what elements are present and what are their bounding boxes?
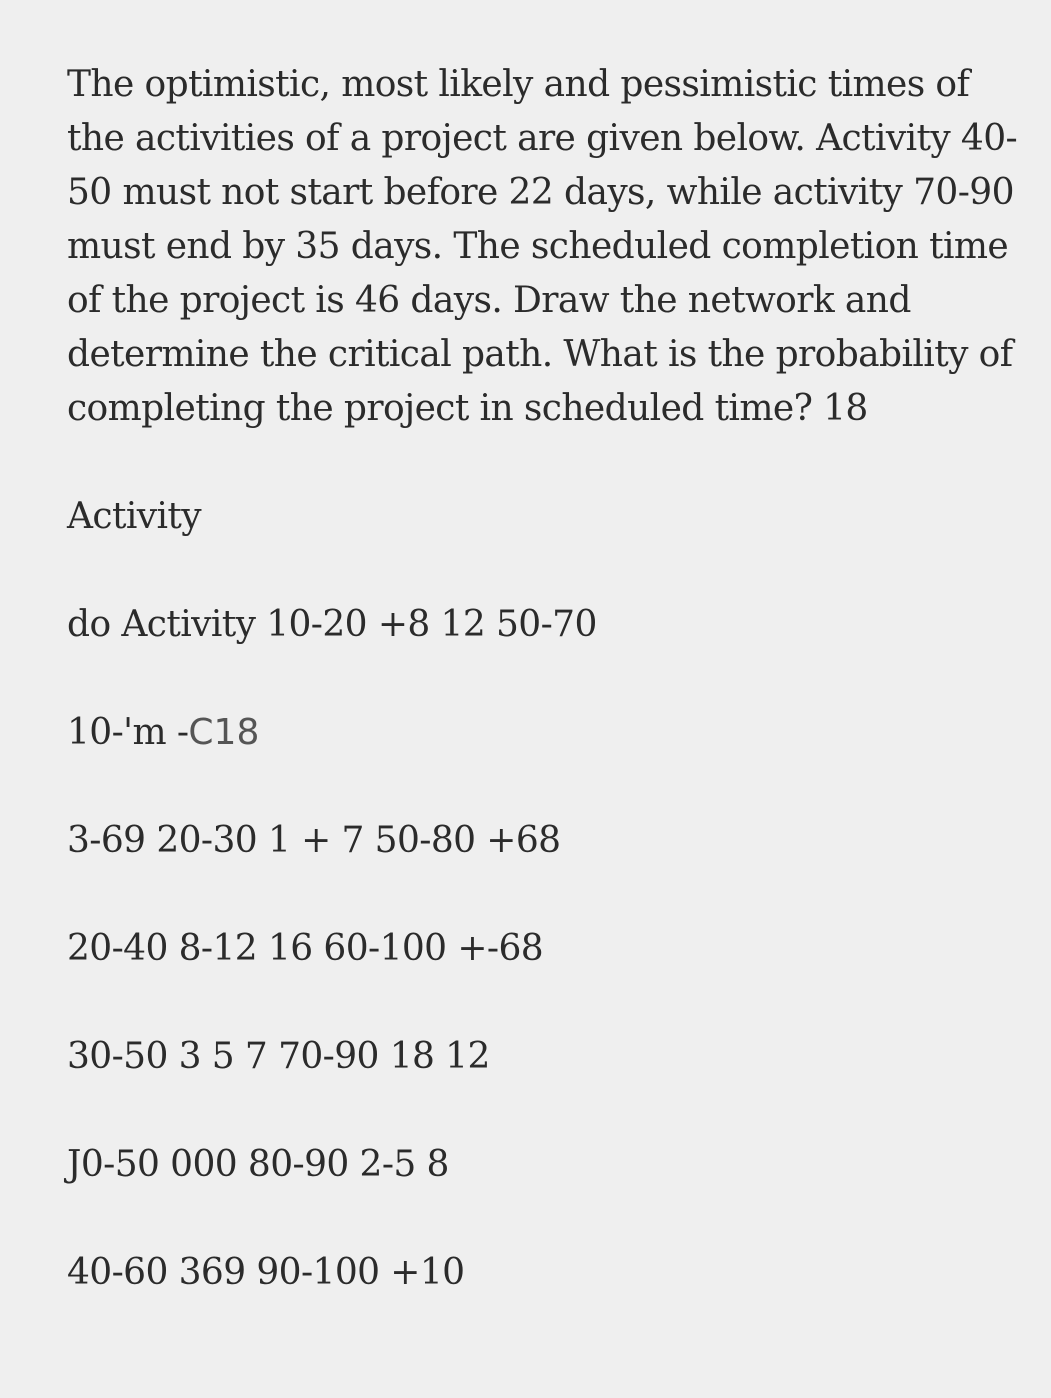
table-line-3: 3-69 20-30 1 + 7 50-80 +68: [67, 820, 561, 861]
table-line-5: 30-50 3 5 7 70-90 18 12: [67, 1036, 490, 1077]
table-line-2-main: 10-'m -: [67, 712, 189, 753]
question-paragraph: The optimistic, most likely and pessimistic times of the activities of a project are given below. Activity 40-50 must not start before 22 days, while activity 70-90 must end by 35 days. The scheduled completion time of the project is 46 days. Draw the network and determine the critical path. What is the probability of completing the project in scheduled time? 18: [67, 64, 1018, 429]
activity-heading: Activity: [67, 496, 201, 537]
table-line-2-suffix: C18: [188, 712, 260, 753]
table-line-1: do Activity 10-20 +8 12 50-70: [67, 604, 597, 645]
table-line-6: J0-50 000 80-90 2-5 8: [67, 1144, 449, 1185]
table-line-2: [67, 706, 1032, 760]
table-line-4: 20-40 8-12 16 60-100 +-68: [67, 928, 544, 969]
table-line-7: 40-60 369 90-100 +10: [67, 1252, 465, 1293]
document-body: [67, 58, 1032, 1300]
